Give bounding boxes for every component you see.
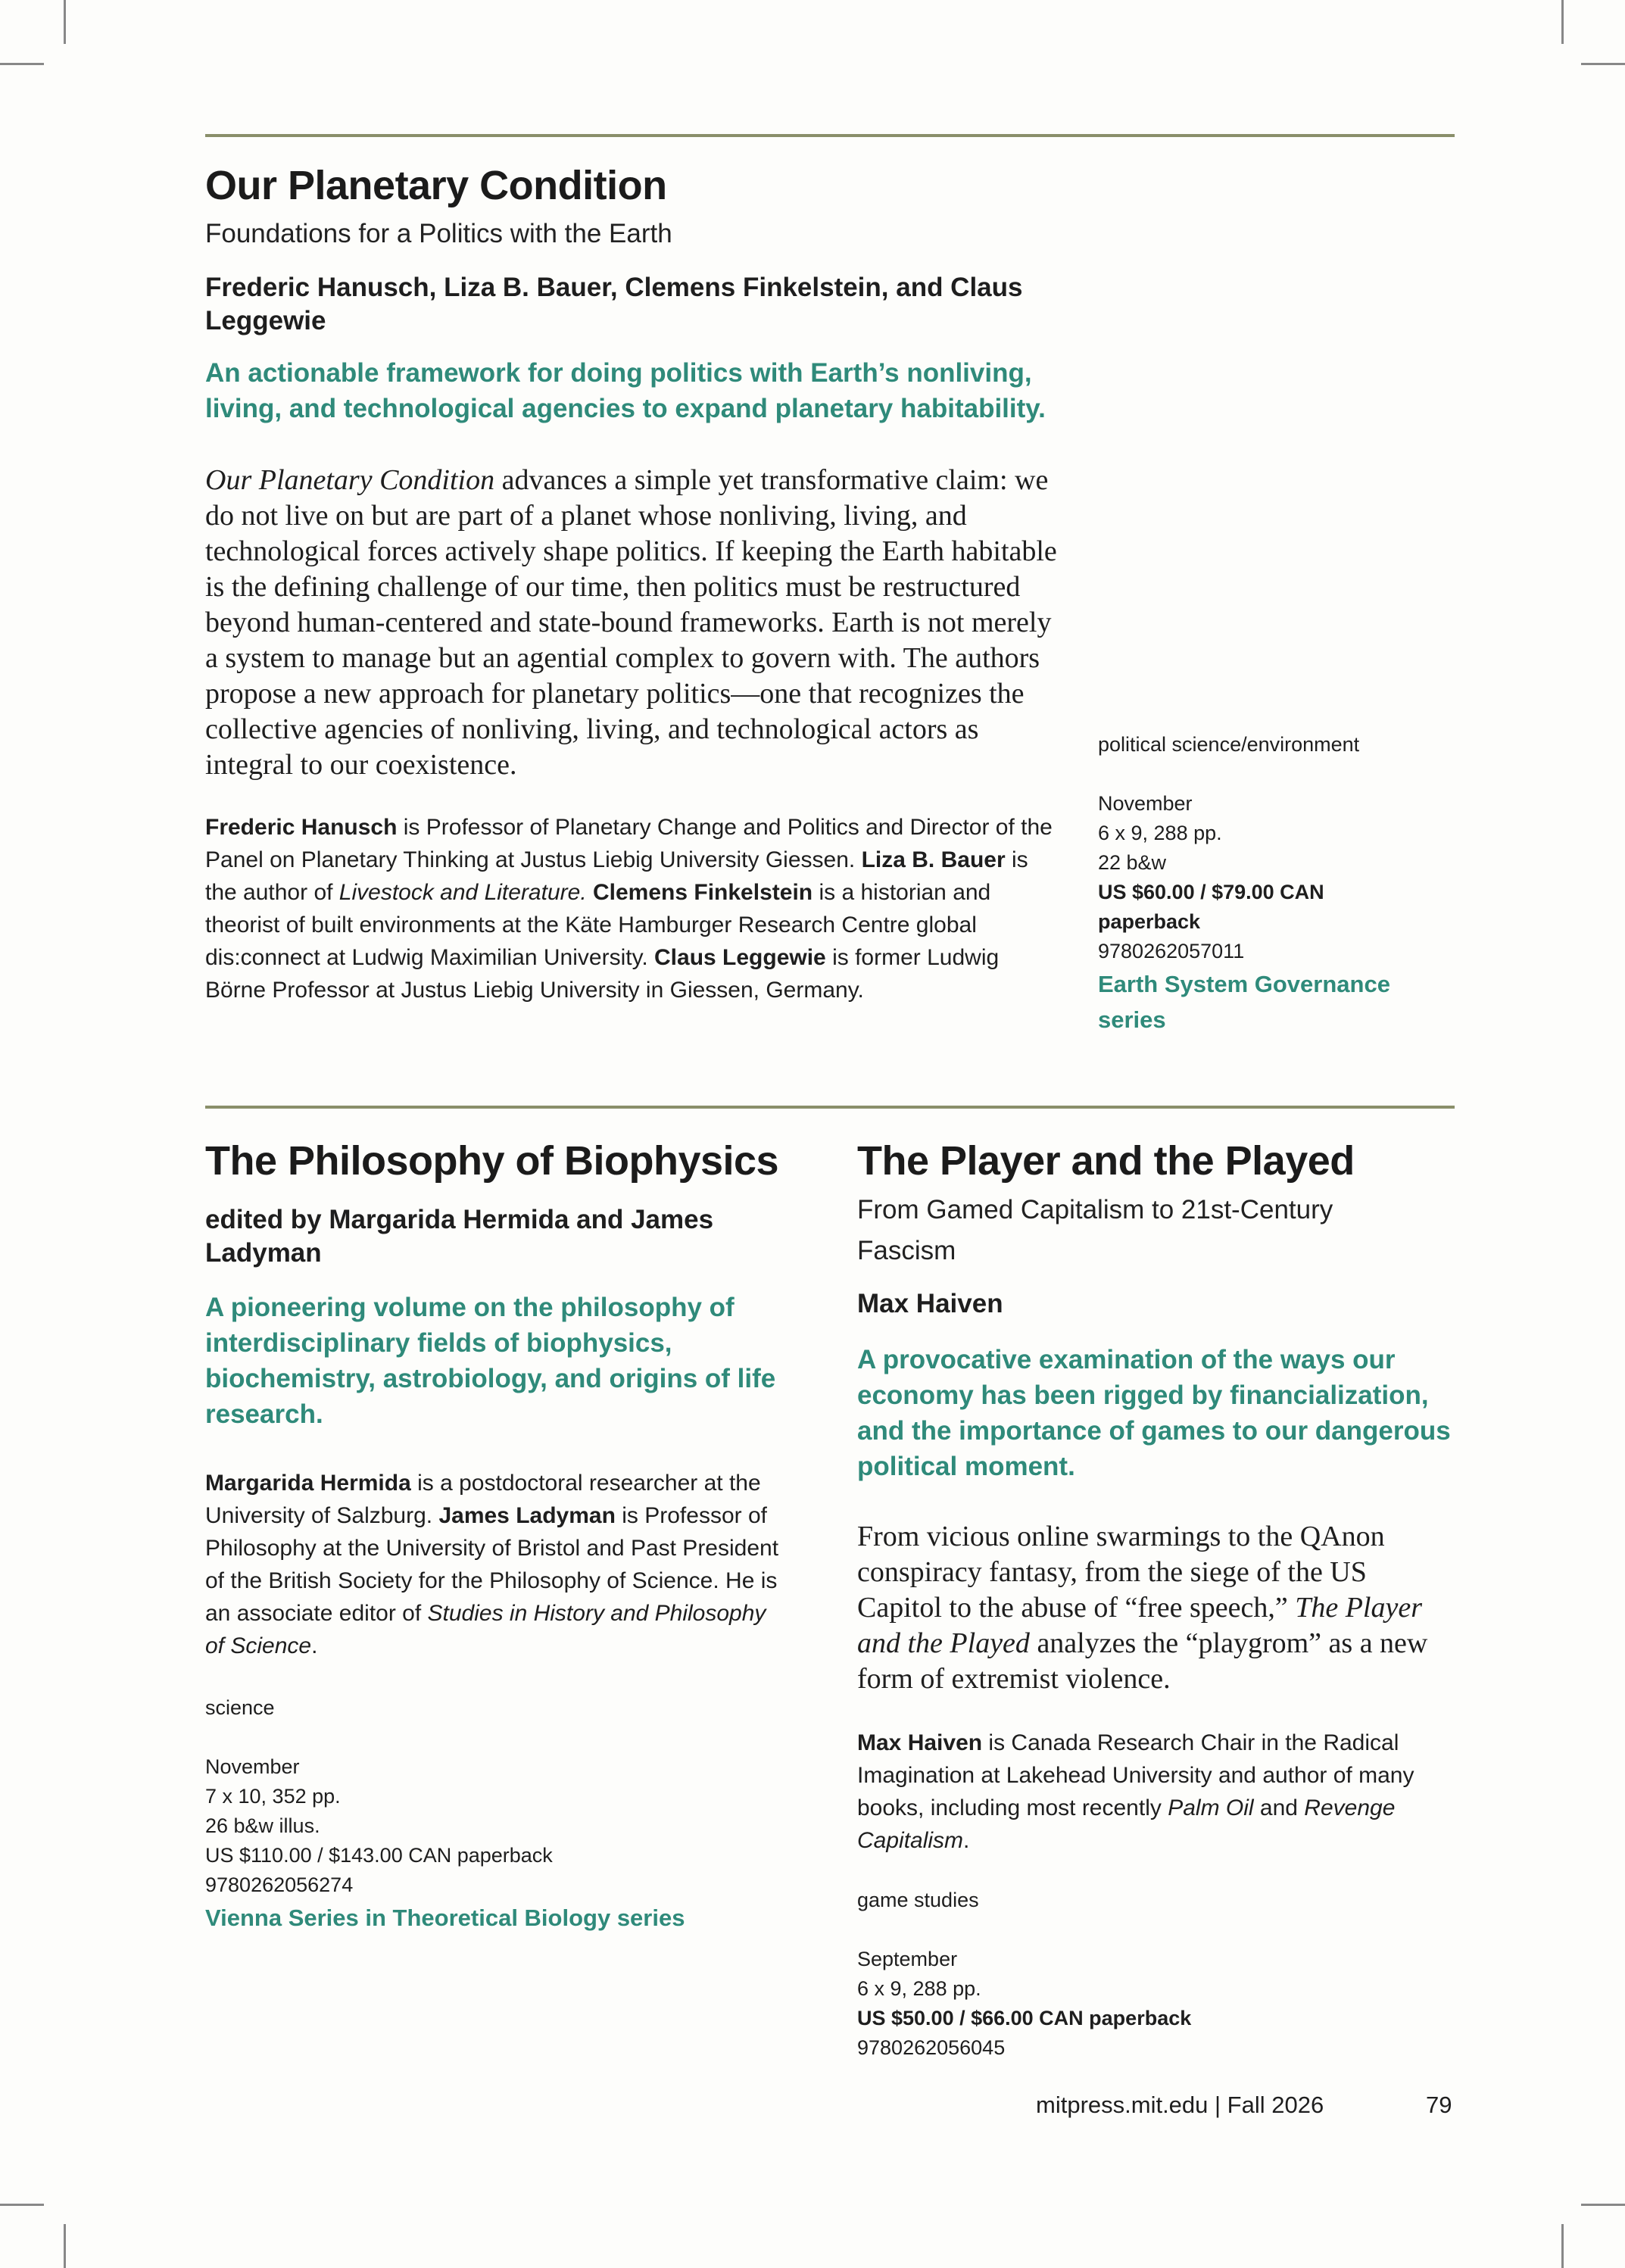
book-metadata (1098, 730, 1431, 1037)
bio-text: is a postdoctoral researcher at the University of Salzburg. (205, 1471, 761, 1528)
bio-name: Clemens Finkelstein (593, 880, 813, 905)
book-authors: Frederic Hanusch, Liza B. Bauer, Clemens Finkelstein, and Claus Leggewie (205, 273, 1023, 335)
series-link[interactable]: Vienna Series in Theoretical Biology series (205, 1905, 685, 1931)
author-bio (857, 1727, 1455, 1857)
crop-mark (0, 63, 44, 65)
trim-size-pages: 6 x 9, 288 pp. (1098, 822, 1222, 844)
bio-text (587, 880, 593, 905)
crop-mark (1581, 63, 1625, 65)
bio-book-title: Palm Oil (1168, 1795, 1254, 1820)
bio-book-title: Revenge Capitalism (857, 1795, 1396, 1853)
bio-text: . (311, 1633, 318, 1658)
bio-text: is Professor of Philosophy at the University of Bristol and Past President of the British Society for the Philosophy of Science. He is an associate editor of (205, 1503, 779, 1626)
bio-name: Claus Leggewie (654, 945, 826, 970)
book-title: Our Planetary Condition (205, 163, 667, 208)
crop-mark (1561, 2224, 1564, 2268)
isbn: 9780262056274 (205, 1873, 354, 1896)
series-link[interactable]: Earth System Governance series (1098, 971, 1390, 1033)
price: US $50.00 / $66.00 CAN paperback (857, 2007, 1192, 2029)
book-subtitle: From Gamed Capitalism to 21st-Century Fascism (857, 1195, 1333, 1265)
bio-name: Margarida Hermida (205, 1471, 411, 1496)
bio-text: is former Ludwig Börne Professor at Justus Liebig University in Giessen, Germany. (205, 945, 1000, 1003)
book-title: The Player and the Played (857, 1138, 1355, 1184)
section-rule (205, 134, 1455, 137)
bio-name: Frederic Hanusch (205, 815, 398, 840)
crop-mark (64, 0, 66, 44)
author-bio (205, 1467, 788, 1662)
book-tagline: An actionable framework for doing politics with Earth’s nonliving, living, and technological agencies to expand planetary habitability. (205, 358, 1046, 423)
bio-name: James Ladyman (438, 1503, 616, 1528)
bio-journal-title: Studies in History and Philosophy of Science (205, 1601, 766, 1658)
publication-month: September (857, 1948, 958, 1970)
binding: paperback (1098, 910, 1201, 933)
bio-name: Liza B. Bauer (861, 847, 1006, 872)
description-body: advances a simple yet transformative claim: we do not live on but are part of a planet whose nonliving, living, and technological forces actively shape politics. If keeping the Earth habitable is the defining challenge of our time, then politics must be restructured beyond human-centered and state-bound frameworks. Earth is not merely a system to manage but an agential complex to govern with. The authors propose a new approach for planetary politics—one that recognizes the collective agencies of nonliving, living, and technological actors as integral to our coexistence. (205, 464, 1057, 781)
book-subtitle: Foundations for a Politics with the Earth (205, 219, 672, 248)
book-metadata (857, 1886, 1455, 2063)
publication-month: November (1098, 792, 1193, 815)
subject-category: political science/environment (1098, 733, 1360, 756)
book-description (857, 1519, 1455, 1697)
crop-mark (1561, 0, 1564, 44)
author-bio (205, 811, 1061, 1006)
isbn: 9780262056045 (857, 2036, 1006, 2059)
bio-name: Max Haiven (857, 1730, 983, 1755)
section-rule (205, 1106, 1455, 1109)
description-body: From vicious online swarmings to the QAnon conspiracy fantasy, from the siege of the US Capitol to the abuse of “free speech,” (857, 1521, 1385, 1624)
price: US $110.00 / $143.00 CAN paperback (205, 1844, 553, 1867)
bio-book-title: Livestock and Literature. (338, 880, 587, 905)
illustrations: 26 b&w illus. (205, 1814, 320, 1837)
book-tagline: A pioneering volume on the philosophy of interdisciplinary fields of biophysics, biochemistry, astrobiology, and origins of life research. (205, 1293, 776, 1429)
price: US $60.00 / $79.00 CAN (1098, 881, 1324, 903)
subject-category: game studies (857, 1889, 979, 1911)
description-title: The Player and the Played (857, 1592, 1422, 1659)
description-body: analyzes the “playgrom” as a new form of extremist violence. (857, 1627, 1428, 1695)
trim-size-pages: 7 x 10, 352 pp. (205, 1785, 341, 1808)
subject-category: science (205, 1696, 275, 1719)
page-number: 79 (1426, 2092, 1452, 2118)
crop-mark (64, 2224, 66, 2268)
publication-month: November (205, 1755, 300, 1778)
bio-text: is a historian and theorist of built environments at the Käte Hamburger Research Centre global dis:connect at Ludwig Maximilian University. (205, 880, 991, 970)
book-description (205, 463, 1070, 783)
illustrations: 22 b&w (1098, 851, 1167, 874)
book-tagline: A provocative examination of the ways our economy has been rigged by financialization, and the importance of games to our dangerous political moment. (857, 1345, 1451, 1481)
bio-text: . (963, 1828, 970, 1853)
bio-text: and (1253, 1795, 1305, 1820)
book-authors: edited by Margarida Hermida and James Ladyman (205, 1205, 714, 1268)
crop-mark (0, 2204, 44, 2206)
crop-mark (1581, 2204, 1625, 2206)
book-title: The Philosophy of Biophysics (205, 1138, 779, 1184)
description-title: Our Planetary Condition (205, 464, 495, 496)
bio-text: is the author of (205, 847, 1028, 905)
footer-site[interactable]: mitpress.mit.edu | Fall 2026 (1036, 2092, 1324, 2118)
book-metadata (205, 1693, 811, 1936)
bio-text: is Professor of Planetary Change and Politics and Director of the Panel on Planetary Thinking at Justus Liebig University Giessen. (205, 815, 1053, 872)
bio-text: is Canada Research Chair in the Radical Imagination at Lakehead University and author of many books, including most recently (857, 1730, 1414, 1820)
isbn: 9780262057011 (1098, 940, 1245, 962)
book-authors: Max Haiven (857, 1289, 1003, 1318)
trim-size-pages: 6 x 9, 288 pp. (857, 1977, 981, 2000)
